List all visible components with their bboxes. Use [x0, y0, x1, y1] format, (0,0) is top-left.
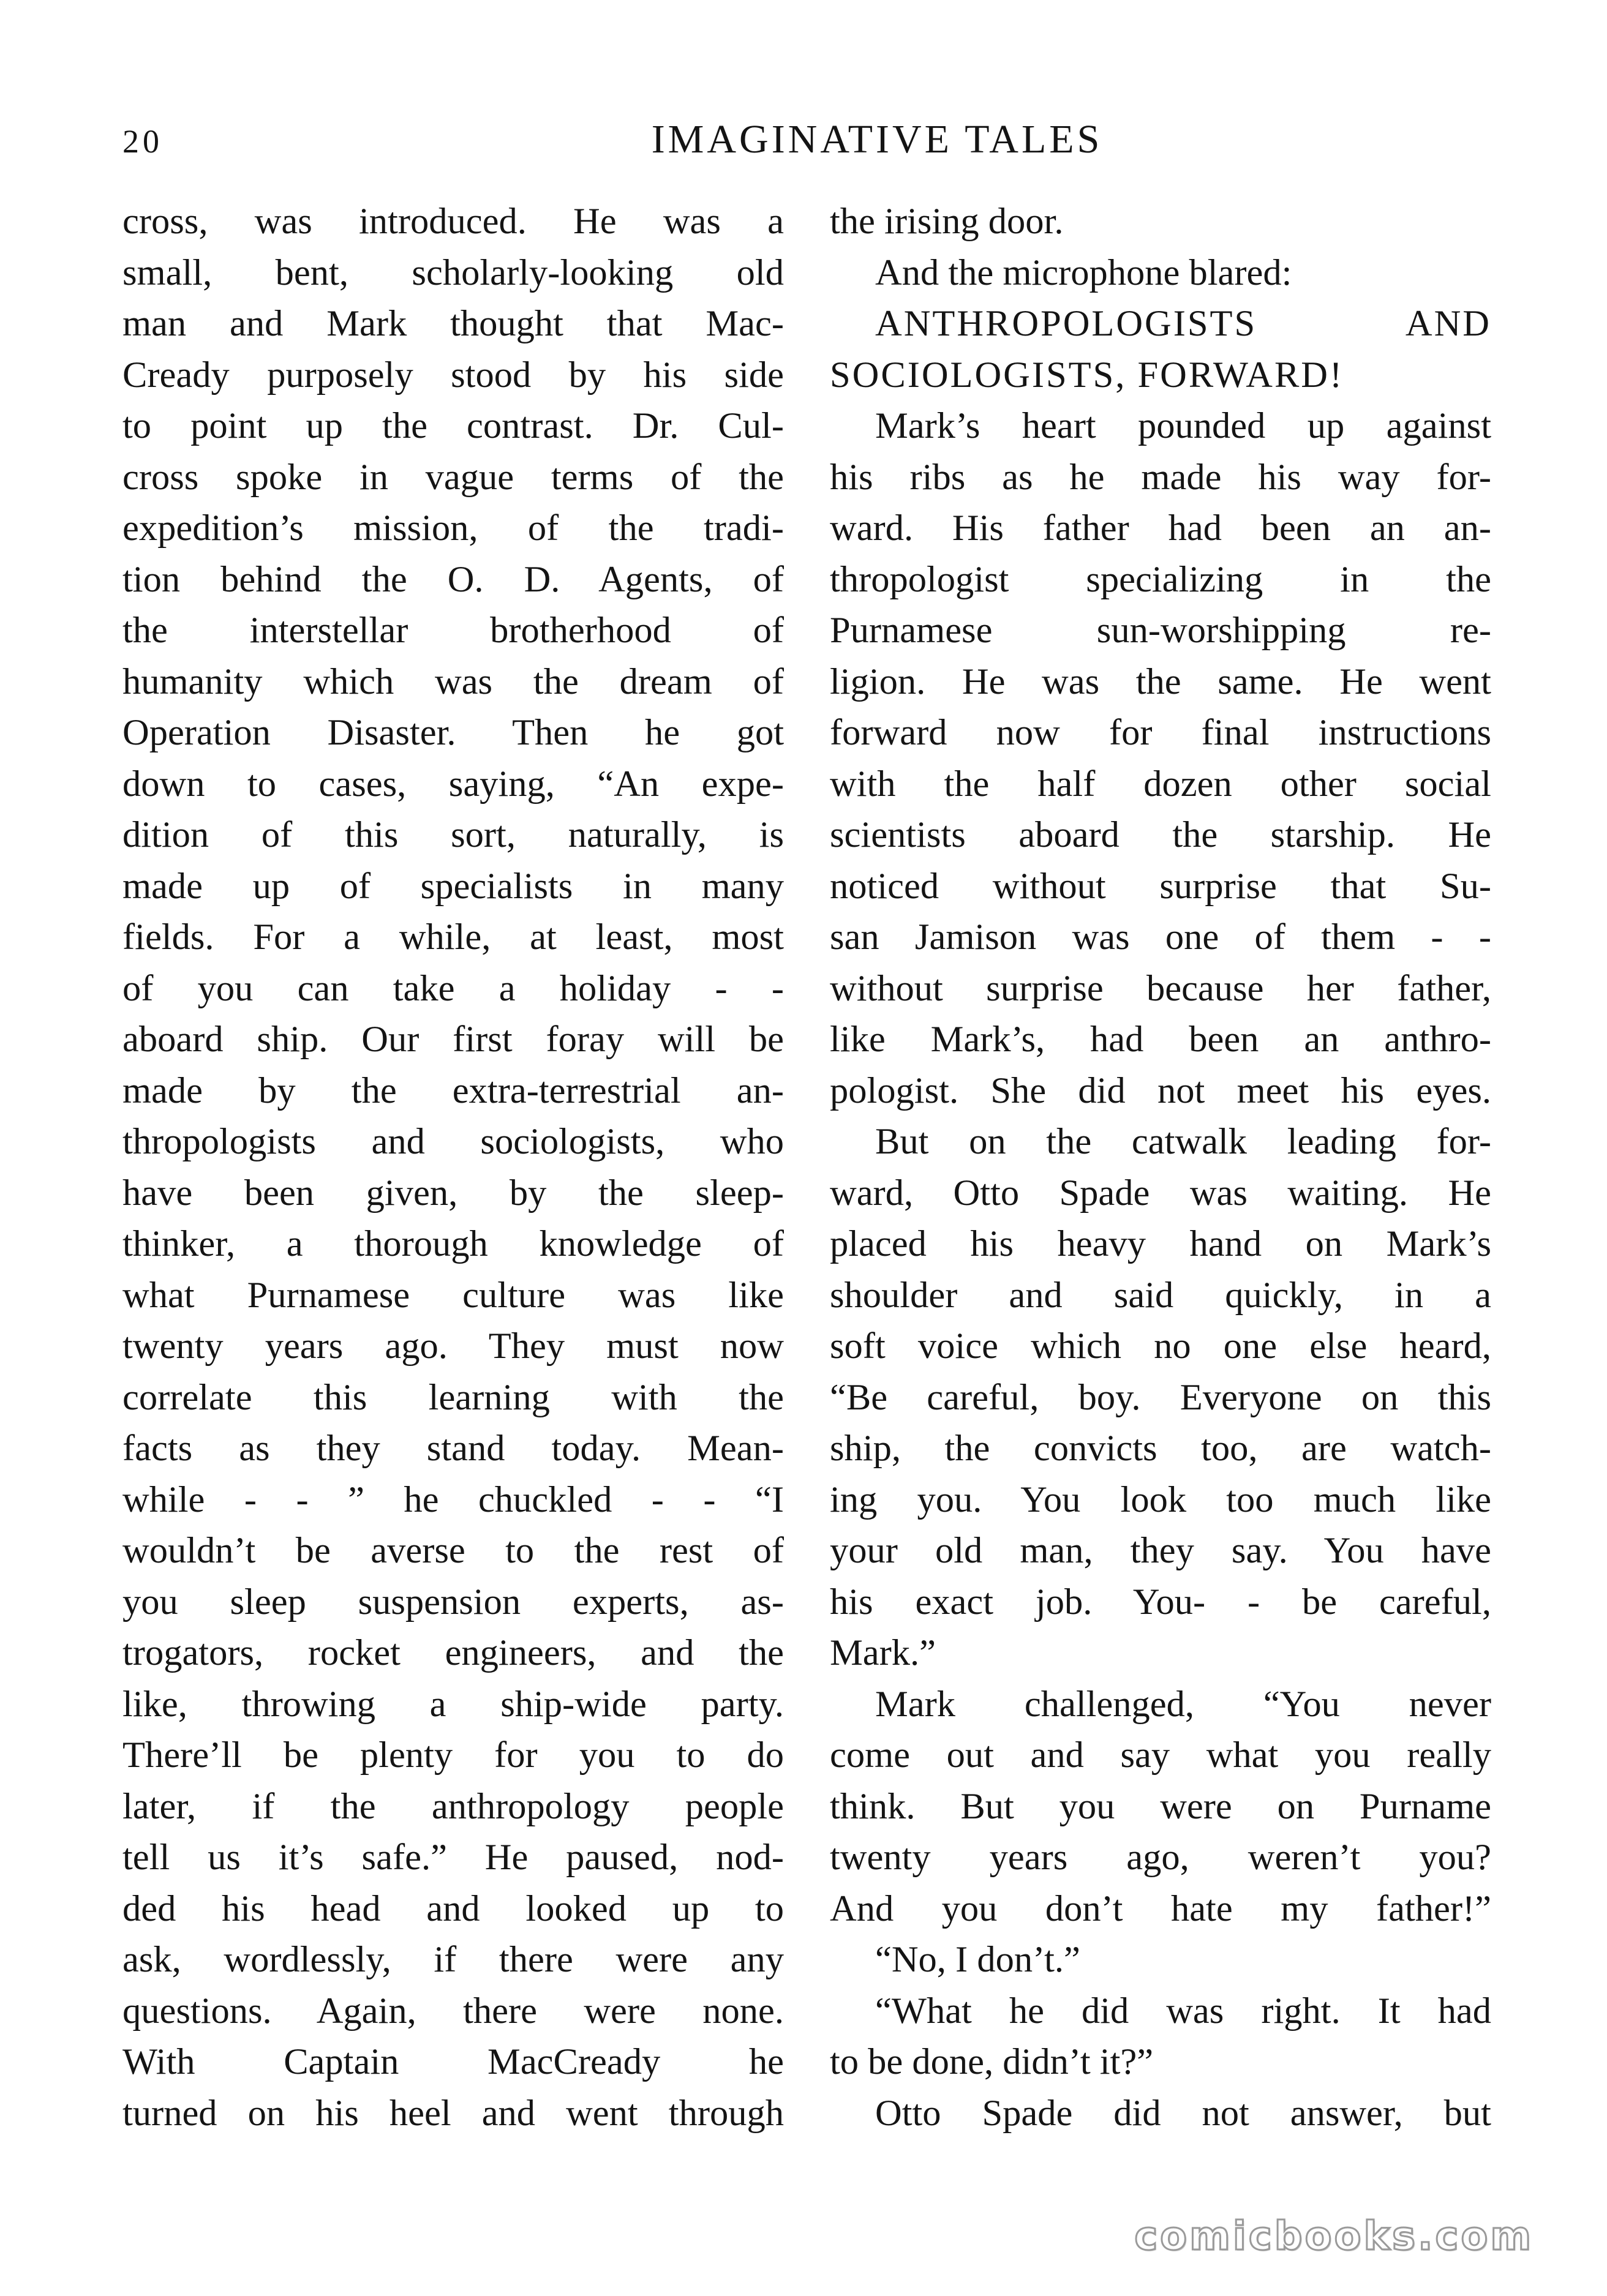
- text-line: humanity which was the dream of: [122, 661, 784, 702]
- text-line: ship, the convicts too, are watch-: [830, 1428, 1491, 1469]
- text-line: to point up the contrast. Dr. Cul-: [122, 405, 784, 446]
- text-line: the interstellar brotherhood of: [122, 610, 784, 651]
- text-line: ward. His father had been an an-: [830, 508, 1491, 549]
- text-line: twenty years ago. They must now: [122, 1326, 784, 1367]
- text-line: “What he did was right. It had: [875, 1990, 1491, 2032]
- text-line: “Be careful, boy. Everyone on this: [830, 1376, 1491, 1418]
- text-line: scientists aboard the starship. He: [830, 814, 1491, 855]
- text-line: forward now for final instructions: [830, 712, 1491, 753]
- text-line: Cready purposely stood by his side: [122, 354, 784, 396]
- text-line: your old man, they say. You have: [830, 1530, 1491, 1571]
- text-line: placed his heavy hand on Mark’s: [830, 1223, 1491, 1264]
- text-line: tion behind the O. D. Agents, of: [122, 558, 784, 600]
- text-line: Purnamese sun-worshipping re-: [830, 610, 1491, 651]
- text-line: cross, was introduced. He was a: [122, 201, 784, 242]
- text-line: think. But you were on Purname: [830, 1785, 1491, 1827]
- text-line: ANTHROPOLOGISTS AND: [875, 303, 1491, 344]
- text-line: dition of this sort, naturally, is: [122, 814, 784, 855]
- text-line: ask, wordlessly, if there were any: [122, 1939, 784, 1980]
- text-line: with the half dozen other social: [830, 763, 1491, 805]
- text-line: But on the catwalk leading for-: [875, 1121, 1491, 1162]
- text-line: man and Mark thought that Mac-: [122, 303, 784, 344]
- text-line: without surprise because her father,: [830, 967, 1491, 1009]
- text-line: thinker, a thorough knowledge of: [122, 1223, 784, 1264]
- text-line: correlate this learning with the: [122, 1376, 784, 1418]
- text-line: And you don’t hate my father!”: [830, 1888, 1491, 1929]
- text-line: to be done, didn’t it?”: [830, 2041, 1154, 2082]
- text-line: cross spoke in vague terms of the: [122, 456, 784, 498]
- text-line: of you can take a holiday - -: [122, 967, 784, 1009]
- text-line: There’ll be plenty for you to do: [122, 1735, 784, 1776]
- text-line: aboard ship. Our first foray will be: [122, 1019, 784, 1060]
- text-line: thropologist specializing in the: [830, 558, 1491, 600]
- text-line: fields. For a while, at least, most: [122, 917, 784, 958]
- text-line: pologist. She did not meet his eyes.: [830, 1070, 1491, 1111]
- text-line: down to cases, saying, “An expe-: [122, 763, 784, 805]
- text-line: you sleep suspension experts, as-: [122, 1581, 784, 1623]
- text-line: have been given, by the sleep-: [122, 1172, 784, 1214]
- text-line: ing you. You look too much like: [830, 1479, 1491, 1520]
- text-line: facts as they stand today. Mean-: [122, 1428, 784, 1469]
- right-text-column: [830, 196, 1491, 2139]
- text-line: turned on his heel and went through: [122, 2092, 784, 2134]
- text-line: san Jamison was one of them - -: [830, 917, 1491, 958]
- text-line: ward, Otto Spade was waiting. He: [830, 1172, 1491, 1214]
- text-line: questions. Again, there were none.: [122, 1990, 784, 2032]
- text-line: noticed without surprise that Su-: [830, 865, 1491, 907]
- text-line: SOCIOLOGISTS, FORWARD!: [830, 354, 1344, 396]
- text-line: his exact job. You- - be careful,: [830, 1581, 1491, 1623]
- text-line: Operation Disaster. Then he got: [122, 712, 784, 753]
- text-line: With Captain MacCready he: [122, 2041, 784, 2082]
- text-line: come out and say what you really: [830, 1735, 1491, 1776]
- text-line: ligion. He was the same. He went: [830, 661, 1491, 702]
- magazine-title: IMAGINATIVE TALES: [651, 117, 1103, 162]
- left-text-column: [122, 196, 784, 2139]
- text-line: tell us it’s safe.” He paused, nod-: [122, 1837, 784, 1878]
- running-header: [122, 116, 1485, 171]
- text-line: what Purnamese culture was like: [122, 1274, 784, 1316]
- text-line: “No, I don’t.”: [875, 1939, 1080, 1980]
- watermark-logo: comicbooks.com: [1134, 2214, 1534, 2259]
- text-line: ded his head and looked up to: [122, 1888, 784, 1929]
- text-line: twenty years ago, weren’t you?: [830, 1837, 1491, 1878]
- text-line: shoulder and said quickly, in a: [830, 1274, 1491, 1316]
- text-line: And the microphone blared:: [875, 252, 1292, 293]
- text-line: his ribs as he made his way for-: [830, 456, 1491, 498]
- text-line: trogators, rocket engineers, and the: [122, 1632, 784, 1673]
- text-line: later, if the anthropology people: [122, 1785, 784, 1827]
- text-line: made up of specialists in many: [122, 865, 784, 907]
- text-line: wouldn’t be averse to the rest of: [122, 1530, 784, 1571]
- text-line: made by the extra-terrestrial an-: [122, 1070, 784, 1111]
- text-line: Mark challenged, “You never: [875, 1683, 1491, 1725]
- text-line: small, bent, scholarly-looking old: [122, 252, 784, 293]
- text-line: thropologists and sociologists, who: [122, 1121, 784, 1162]
- text-line: like Mark’s, had been an anthro-: [830, 1019, 1491, 1060]
- text-line: the irising door.: [830, 201, 1064, 242]
- text-line: Otto Spade did not answer, but: [875, 2092, 1491, 2134]
- text-line: while - - ” he chuckled - - “I: [122, 1479, 784, 1520]
- page-number: 20: [122, 123, 163, 160]
- text-line: soft voice which no one else heard,: [830, 1326, 1491, 1367]
- text-line: like, throwing a ship-wide party.: [122, 1683, 784, 1725]
- text-line: Mark.”: [830, 1632, 936, 1673]
- text-line: Mark’s heart pounded up against: [875, 405, 1491, 446]
- text-line: expedition’s mission, of the tradi-: [122, 508, 784, 549]
